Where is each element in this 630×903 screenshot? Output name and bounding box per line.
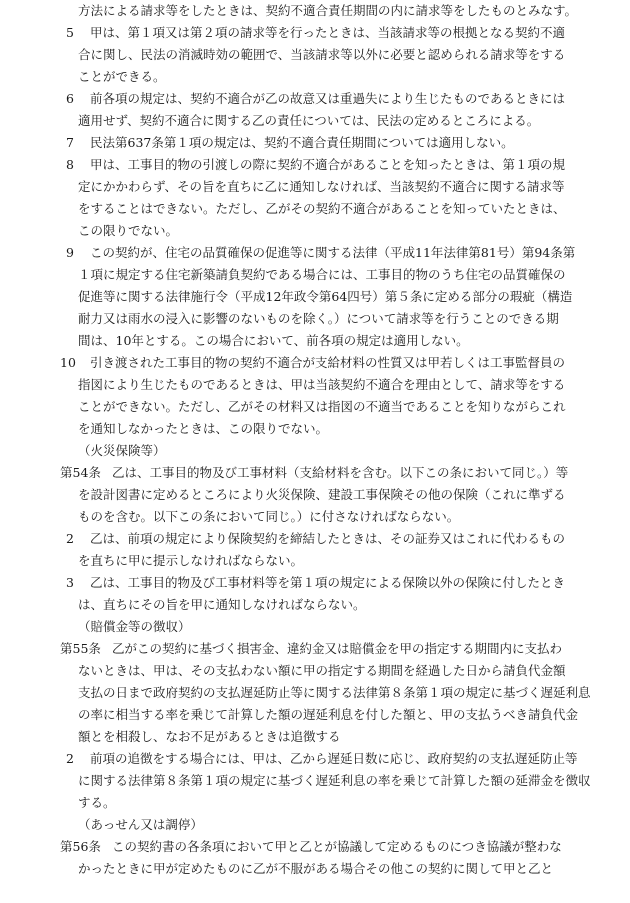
text-line (0, 45, 630, 65)
text-line (0, 661, 630, 681)
line-text: ないときは、甲は、その支払わない額に甲の指定する期間を経過した日から請負代金額 (78, 663, 566, 678)
text-line (0, 287, 630, 307)
text-line (0, 551, 630, 571)
item-number: 9 (66, 245, 74, 260)
line-text: をすることはできない。ただし、乙がその契約不適合があることを知っていたときは、 (78, 201, 566, 216)
text-line (0, 793, 630, 813)
text-line (0, 683, 630, 703)
line-text: 甲は、工事目的物の引渡しの際に契約不適合があることを知ったときは、第１項の規 (90, 157, 566, 172)
line-text: 耐力又は雨水の浸入に影響のないものを除く。）について請求等を行うことのできる期 (78, 311, 559, 326)
text-line (0, 485, 630, 505)
item-number: 3 (66, 575, 74, 590)
section-heading (0, 441, 630, 461)
text-line (0, 375, 630, 395)
line-text: 支払の日まで政府契約の支払遅延防止等に関する法律第８条第１項の規定に基づく遅延利息 (78, 685, 591, 700)
text-line (0, 1, 630, 21)
line-text: ことができる。 (78, 69, 166, 84)
text-line (0, 23, 630, 43)
text-line (0, 529, 630, 549)
item-number: 6 (66, 91, 74, 106)
item-number: 2 (66, 751, 74, 766)
text-line (0, 309, 630, 329)
text-line (0, 353, 630, 373)
text-line (0, 507, 630, 527)
text-line (0, 397, 630, 417)
line-text: 定にかかわらず、その旨を直ちに乙に通知しなければ、当該契約不適合に関する請求等 (78, 179, 565, 194)
text-line (0, 155, 630, 175)
text-line (0, 837, 630, 857)
line-text: 方法による請求等をしたときは、契約不適合責任期間の内に請求等をしたものとみなす。 (78, 3, 578, 18)
article-number: 第54条 (60, 465, 101, 480)
text-line (0, 859, 630, 879)
line-text: 乙は、工事目的物及び工事材料（支給材料を含む。以下この条において同じ。）等 (112, 465, 569, 480)
text-line (0, 749, 630, 769)
text-line (0, 221, 630, 241)
text-line (0, 133, 630, 153)
text-line (0, 89, 630, 109)
text-line (0, 331, 630, 351)
section-heading-text: （賠償金等の徴収） (78, 619, 191, 634)
line-text: を設計図書に定めるところにより火災保険、建設工事保険その他の保険（これに準ずる (78, 487, 566, 502)
line-text: 適用せず、契約不適合に関する乙の責任については、民法の定めるところによる。 (78, 113, 540, 128)
text-line (0, 111, 630, 131)
line-text: かったときに甲が定めたものに乙が不服がある場合その他この契約に関して甲と乙と (78, 861, 554, 876)
line-text: 間は、10年とする。この場合において、前各項の規定は適用しない。 (78, 333, 469, 348)
line-text: ことができない。ただし、乙がその材料又は指図の不適当であることを知りながらこれ (78, 399, 566, 414)
line-text: 甲は、第１項又は第２項の請求等を行ったときは、当該請求等の根拠となる契約不適 (90, 25, 566, 40)
line-text: 乙は、前項の規定により保険契約を締結したときは、その証券又はこれに代わるもの (90, 531, 566, 546)
line-text: 乙がこの契約に基づく損害金、違約金又は賠償金を甲の指定する期間内に支払わ (112, 641, 563, 656)
item-number: 10 (60, 355, 76, 370)
line-text: この契約書の各条項において甲と乙とが協議して定めるものにつき協議が整わな (112, 839, 562, 854)
section-heading (0, 815, 630, 835)
line-text: 前項の追徴をする場合には、甲は、乙から遅延日数に応じ、政府契約の支払遅延防止等 (90, 751, 578, 766)
article-number: 第55条 (60, 641, 101, 656)
text-line (0, 265, 630, 285)
section-heading-text: （あっせん又は調停） (78, 817, 203, 832)
line-text: を通知しなかったときは、この限りでない。 (78, 421, 329, 436)
text-line (0, 573, 630, 593)
line-text: この限りでない。 (78, 223, 179, 238)
text-line (0, 463, 630, 483)
text-line (0, 243, 630, 263)
line-text: 民法第637条第１項の規定は、契約不適合責任期間については適用しない。 (90, 135, 514, 150)
line-text: 額とを相殺し、なお不足があるときは追徴する (78, 729, 341, 744)
text-line (0, 177, 630, 197)
line-text: 引き渡された工事目的物の契約不適合が支給材料の性質又は甲若しくは工事監督員の (90, 355, 566, 370)
section-heading (0, 617, 630, 637)
line-text: に関する法律第８条第１項の規定に基づく遅延利息の率を乗じて計算した額の延滞金を徴収 (78, 773, 591, 788)
line-text: を直ちに甲に提示しなければならない。 (78, 553, 304, 568)
line-text: 乙は、工事目的物及び工事材料等を第１項の規定による保険以外の保険に付したとき (90, 575, 566, 590)
line-text: 促進等に関する法律施行令（平成12年政令第64四号）第５条に定める部分の瑕疵（構造 (78, 289, 573, 304)
text-line (0, 595, 630, 615)
text-line (0, 705, 630, 725)
item-number: 5 (66, 25, 74, 40)
text-line (0, 771, 630, 791)
line-text: する。 (78, 795, 116, 810)
section-heading-text: （火災保険等） (78, 443, 166, 458)
article-number: 第56条 (60, 839, 101, 854)
text-line (0, 727, 630, 747)
line-text: この契約が、住宅の品質確保の促進等に関する法律（平成11年法律第81号）第94条第 (90, 245, 576, 260)
text-line (0, 639, 630, 659)
line-text: の率に相当する率を乗じて計算した額の遅延利息を付した額と、甲の支払うべき請負代金 (78, 707, 579, 722)
text-line (0, 419, 630, 439)
line-text: 指図により生じたものであるときは、甲は当該契約不適合を理由として、請求等をする (78, 377, 566, 392)
item-number: 7 (66, 135, 74, 150)
text-line (0, 199, 630, 219)
item-number: 2 (66, 531, 74, 546)
item-number: 8 (66, 157, 74, 172)
line-text: 合に関し、民法の消滅時効の範囲で、当該請求等以外に必要と認められる請求等をする (78, 47, 566, 62)
line-text: ものを含む。以下この条において同じ。）に付さなければならない。 (78, 509, 460, 524)
line-text: １項に規定する住宅新築請負契約である場合には、工事目的物のうち住宅の品質確保の (78, 267, 566, 282)
line-text: は、直ちにその旨を甲に通知しなければならない。 (78, 597, 366, 612)
line-text: 前各項の規定は、契約不適合が乙の故意又は重過失により生じたものであるときには (90, 91, 566, 106)
text-line (0, 67, 630, 87)
